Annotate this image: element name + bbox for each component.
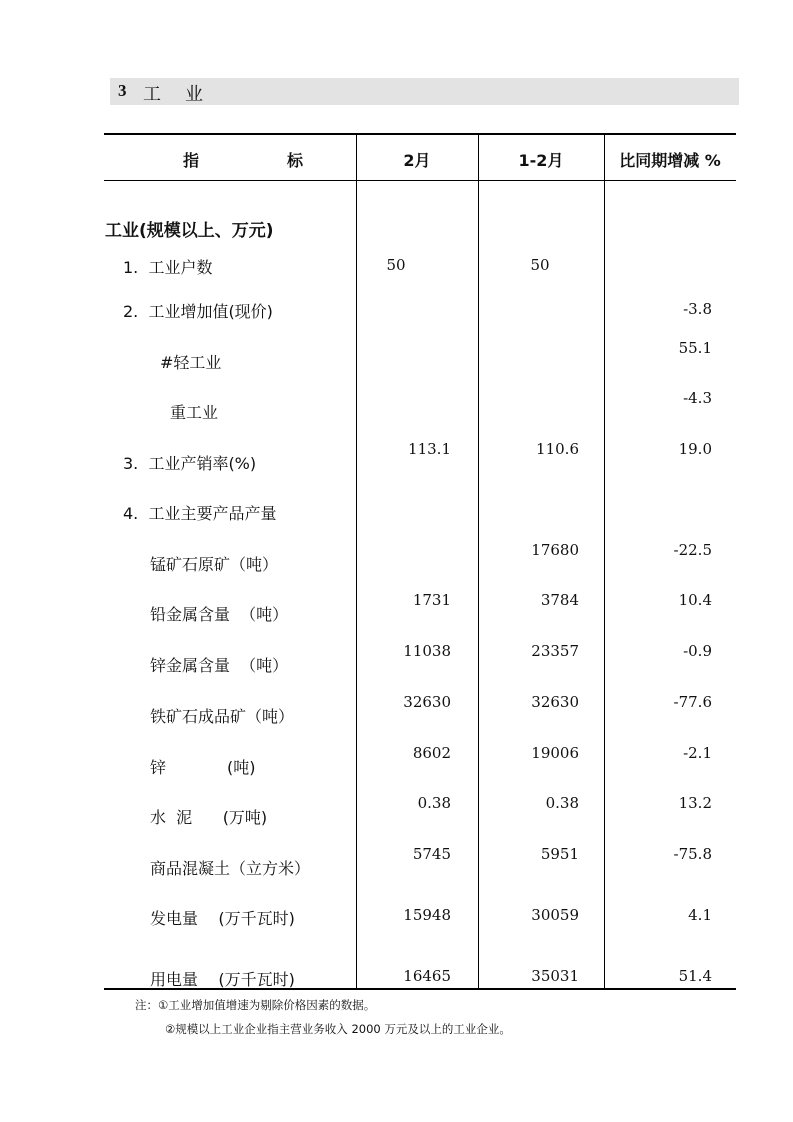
row-janfeb-value: 5951 <box>540 845 579 863</box>
row-label: 铅金属含量 （吨） <box>150 605 289 624</box>
row-yoy-value: 4.1 <box>688 906 712 924</box>
row-label: 铁矿石成品矿（吨） <box>150 707 295 726</box>
row-feb-value: 50 <box>386 256 406 274</box>
row-janfeb-value: 50 <box>530 256 550 274</box>
row-label: 2. 工业增加值(现价) <box>123 302 273 321</box>
row-feb-value: 15948 <box>403 906 451 924</box>
row-yoy-value: 51.4 <box>678 967 712 985</box>
row-label: 重工业 <box>170 403 219 422</box>
footnote-1: 注：①工业增加值增速为剔除价格因素的数据。 <box>135 998 376 1012</box>
row-janfeb-value: 23357 <box>531 642 579 660</box>
row-janfeb-value: 30059 <box>531 906 579 924</box>
row-yoy-value: 55.1 <box>678 339 712 357</box>
row-yoy-value: 10.4 <box>678 591 712 609</box>
header-indicator-second-char: 标 <box>287 151 304 170</box>
row-feb-value: 113.1 <box>408 440 451 458</box>
row-label: 用电量 (万千瓦时) <box>150 970 295 989</box>
row-yoy-value: -75.8 <box>673 845 712 863</box>
row-yoy-value: -77.6 <box>673 693 712 711</box>
row-feb-value: 32630 <box>403 693 451 711</box>
row-janfeb-value: 110.6 <box>536 440 579 458</box>
row-label: 4. 工业主要产品产量 <box>123 504 277 523</box>
row-yoy-value: -22.5 <box>673 541 712 559</box>
row-feb-value: 8602 <box>412 744 451 762</box>
header-yoy-change: 比同期增减 % <box>619 151 721 170</box>
column-divider <box>478 134 479 989</box>
header-feb: 2月 <box>403 151 431 170</box>
row-yoy-value: -4.3 <box>683 389 712 407</box>
row-janfeb-value: 32630 <box>531 693 579 711</box>
row-feb-value: 0.38 <box>417 794 451 812</box>
row-label: 锌金属含量 （吨） <box>150 656 289 675</box>
section-number: 3 <box>118 81 127 100</box>
column-divider <box>356 134 357 989</box>
row-label: 1. 工业户数 <box>123 258 213 277</box>
row-yoy-value: 19.0 <box>678 440 712 458</box>
section-header-bar <box>110 78 739 105</box>
section-title: 工业 <box>143 84 227 105</box>
table-top-rule <box>104 133 736 135</box>
row-janfeb-value: 19006 <box>531 744 579 762</box>
row-janfeb-value: 17680 <box>531 541 579 559</box>
row-label: 发电量 (万千瓦时) <box>150 909 295 928</box>
header-jan-feb: 1-2月 <box>518 151 564 170</box>
row-label: 商品混凝土（立方米） <box>150 859 311 878</box>
category-heading: 工业(规模以上、万元) <box>105 221 274 241</box>
table-header-rule <box>104 180 736 181</box>
row-janfeb-value: 0.38 <box>545 794 579 812</box>
row-feb-value: 5745 <box>412 845 451 863</box>
row-yoy-value: -0.9 <box>683 642 712 660</box>
row-label: 锌 (吨) <box>150 758 256 777</box>
row-janfeb-value: 35031 <box>531 967 579 985</box>
row-feb-value: 11038 <box>403 642 451 660</box>
row-label: 水 泥 (万吨) <box>150 808 268 827</box>
row-label: #轻工业 <box>160 353 222 372</box>
header-indicator-first-char: 指 <box>183 151 200 170</box>
row-feb-value: 16465 <box>403 967 451 985</box>
row-yoy-value: 13.2 <box>678 794 712 812</box>
row-feb-value: 1731 <box>412 591 451 609</box>
row-yoy-value: -3.8 <box>683 300 712 318</box>
footnote-2: ②规模以上工业企业指主营业务收入 2000 万元及以上的工业企业。 <box>165 1022 511 1036</box>
row-yoy-value: -2.1 <box>683 744 712 762</box>
row-janfeb-value: 3784 <box>540 591 579 609</box>
row-label: 锰矿石原矿（吨） <box>150 555 279 574</box>
row-label: 3. 工业产销率(%) <box>123 454 257 473</box>
